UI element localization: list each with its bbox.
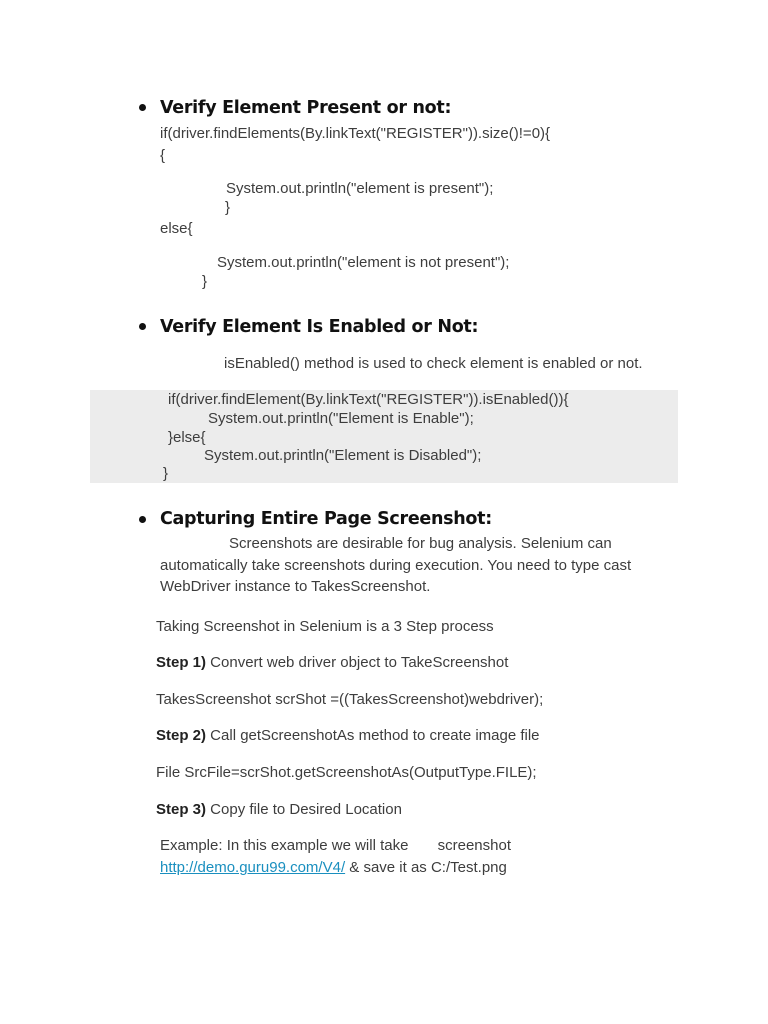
paragraph-line: Screenshots are desirable for bug analysis. Selenium can bbox=[229, 535, 612, 552]
step-3-label: Step 3) bbox=[156, 801, 207, 818]
step-3 bbox=[156, 800, 402, 819]
code-line: System.out.println("element is present"); bbox=[226, 180, 494, 197]
heading-capturing-screenshot: Capturing Entire Page Screenshot: bbox=[160, 509, 492, 529]
code-line: { bbox=[160, 147, 166, 164]
code-line: System.out.println("Element is Disabled"); bbox=[204, 447, 482, 464]
paragraph-line: automatically take screenshots during execution. You need to type cast bbox=[160, 557, 632, 574]
code-line: else{ bbox=[160, 220, 193, 237]
code-line: System.out.println("Element is Enable"); bbox=[208, 410, 474, 427]
code-line: if(driver.findElement(By.linkText("REGISTER")).isEnabled()){ bbox=[168, 391, 569, 408]
code-line: } bbox=[202, 273, 208, 290]
step-2-text: Call getScreenshotAs method to create image file bbox=[206, 727, 540, 744]
description-text: isEnabled() method is used to check element is enabled or not. bbox=[224, 355, 643, 372]
step-3-text: Copy file to Desired Location bbox=[206, 801, 402, 818]
code-line: } bbox=[225, 199, 231, 216]
example-line: Example: In this example we will take screenshot bbox=[160, 837, 511, 854]
code-line: if(driver.findElements(By.linkText("REGISTER")).size()!=0){ bbox=[160, 125, 551, 142]
step-1-label: Step 1) bbox=[156, 654, 207, 671]
example-link-line bbox=[160, 858, 507, 877]
demo-link[interactable]: http://demo.guru99.com/V4/ bbox=[160, 859, 346, 876]
step-2-label: Step 2) bbox=[156, 727, 207, 744]
step-2-code: File SrcFile=scrShot.getScreenshotAs(OutputType.FILE); bbox=[156, 764, 537, 781]
heading-verify-element-present: Verify Element Present or not: bbox=[160, 98, 452, 118]
step-1-code: TakesScreenshot scrShot =((TakesScreenshot)webdriver); bbox=[156, 691, 544, 708]
step-2 bbox=[156, 726, 540, 745]
code-line: System.out.println("element is not present"); bbox=[217, 254, 510, 271]
code-line: } bbox=[163, 465, 169, 482]
bullet-2 bbox=[139, 323, 146, 330]
step-1-text: Convert web driver object to TakeScreenshot bbox=[206, 654, 509, 671]
paragraph-line: WebDriver instance to TakesScreenshot. bbox=[160, 578, 431, 595]
intro-text: Taking Screenshot in Selenium is a 3 Step process bbox=[156, 618, 494, 635]
code-line: }else{ bbox=[168, 429, 206, 446]
bullet-3 bbox=[139, 516, 146, 523]
heading-verify-element-enabled: Verify Element Is Enabled or Not: bbox=[160, 317, 479, 337]
step-1 bbox=[156, 653, 508, 672]
example-rest-text: & save it as C:/Test.png bbox=[345, 859, 507, 876]
bullet-1 bbox=[139, 104, 146, 111]
